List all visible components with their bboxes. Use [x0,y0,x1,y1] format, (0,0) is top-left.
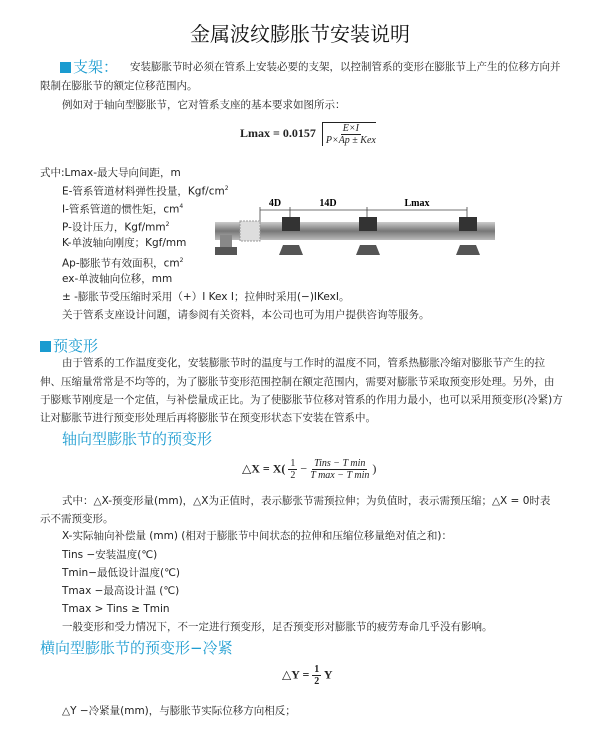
section-heading-support [60,56,118,77]
formula-rhs: Y [323,667,333,682]
paragraph-line: Tmax −最高设计温 (℃) [62,585,180,597]
formula-lhs: △X = X( [242,461,286,476]
sqrt [322,122,376,146]
var-text: E-管系管道材料弹性投量，Kgf/cm [62,185,225,198]
var-line: 关于管系支座设计问题，请参阅有关资料，本公司也可为用户提供咨询等服务。 [62,309,430,321]
dim-label: 14D [319,198,337,209]
denominator: 2 [290,470,296,481]
pipe-support-diagram [215,195,495,265]
subheading-axial: 轴向型膨胀节的预变形 [62,430,213,448]
numerator: Tins − T min [314,458,366,469]
numerator: 1 [314,664,320,675]
dim-label: Lmax [404,198,430,209]
var-text: Ap-膨胀节有效面积，cm [62,257,180,270]
var-line [62,254,183,271]
var-line: ± -膨胀节受压缩时采用（+）I Kex I；拉伸时采用(−)IKexI。 [62,291,350,303]
var-line: K-单波轴向刚度；Kgf/mm [62,237,187,249]
formula-delta-x [242,458,376,481]
where-line: 式中:Lmax-最大导向间距，m [40,167,181,179]
formula-delta-y [282,664,333,687]
sup: 4 [179,203,184,210]
paren: ) [372,461,377,476]
denominator: T max − T min [310,470,370,481]
paragraph-line: 一般变形和受力情况下，不一定进行预变形，足否预变形对膨胀节的疲劳寿命几乎没有影响。 [62,621,493,633]
var-line: ex-单波轴向位移，mm [62,273,173,285]
formula-lhs: △Y = [282,667,310,682]
paragraph-line: 让对膨胀节进行预变形处理后再将膨胀节在预变形状态下安装在管系中。 [40,412,376,424]
formula-lhs: Lmax = 0.0157 [240,125,316,140]
var-text: I-管系管道的惯性矩，cm [62,203,180,216]
paragraph-line: Tmin−最低设计温度(℃) [62,567,180,579]
paragraph-line: 示不需预变形。 [40,513,114,525]
var-text: P-设计压力，Kgf/mm [62,221,166,234]
denominator: 2 [314,676,320,687]
paragraph-line: 式中：△X-预变形量(mm)，△X为正值时，表示膨张节需预拉伸；为负值时，表示需预压缩；△X = 0时表 [62,495,551,507]
var-line [62,200,183,217]
denominator: P×Ap ± Kex [325,135,376,146]
var-line [62,182,229,199]
numerator: E×I [342,123,359,134]
heading-text: 支架： [73,58,119,76]
formula-lmax [240,122,376,146]
paragraph-line: X-实际轴向补偿量 (mm) (相对于膨胀节中间状态的拉伸和压缩位移量绝对值之和)： [62,530,452,542]
heading-text: 预变形 [53,337,99,355]
section-heading-predeform [40,335,98,356]
var-line [62,218,169,235]
minus: − [300,461,308,476]
sup: 2 [224,185,229,192]
bellows [240,221,260,241]
paragraph-line: △Y −冷紧量(mm)，与膨胀节实际位移方向相反； [62,705,296,717]
subheading-lateral: 横向型膨胀节的预变形−冷紧 [40,639,233,657]
paragraph-line: 由于管系的工作温度变化，安装膨胀节时的温度与工作时的温度不同，管系热膨胀冷缩对膨胀节产生的拉 [62,357,545,369]
paragraph-line: 限制在膨胀节的额定位移范围内。 [40,80,198,92]
paragraph-line: 安装膨胀节时必须在管系上安装必要的支架，以控制管系的变形在膨胀节上产生的位移方向并 [130,61,561,73]
page-title: 金属波纹膨胀节安装说明 [190,22,410,46]
square-bullet-icon [40,341,51,352]
paragraph-line: Tins −安装温度(℃) [62,549,158,561]
sup: 2 [179,257,184,264]
paragraph-line: 例如对于轴向型膨胀节，它对管系支座的基本要求如图所示： [62,99,346,111]
sup: 2 [165,221,170,228]
paragraph-line: 于膨账节刚度是一个定值，与补偿量成正比。为了使膨胀节位移对管系的作用力最小，也可以采用预变形(冷紧)方 [40,394,563,406]
paragraph-line: 伸、压缩量常常是不均等的，为了膨胀节变形范围控制在额定范围内，需要对膨胀节采取预变形处理。另外，由 [40,376,555,388]
numerator: 1 [290,458,296,469]
paragraph-line: Tmax > Tins ≥ Tmin [62,603,170,615]
square-bullet-icon [60,62,71,73]
dim-label: 4D [268,198,282,209]
